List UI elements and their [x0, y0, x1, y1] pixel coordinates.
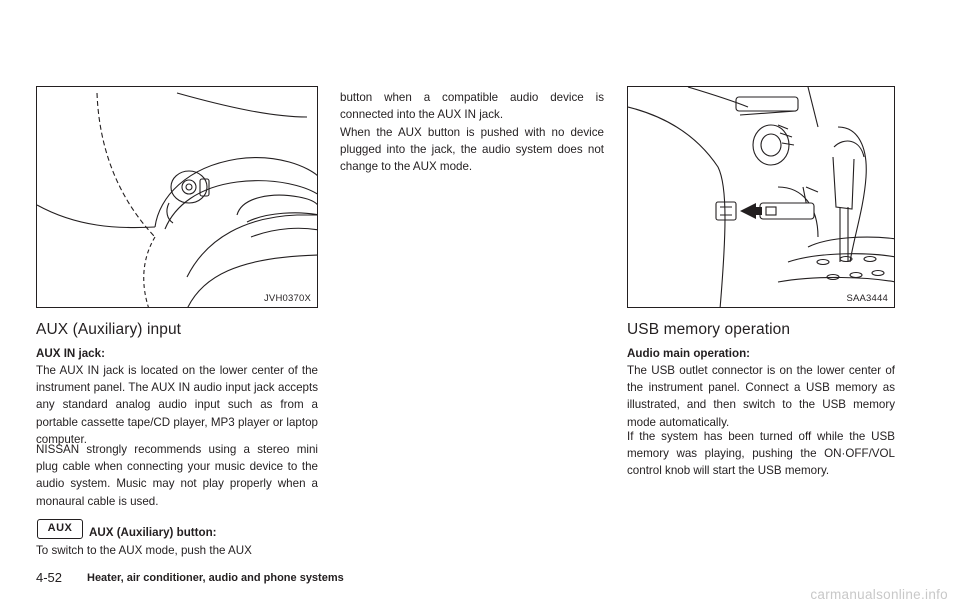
aux-section-title: AUX (Auxiliary) input: [36, 321, 182, 338]
aux-jack-figure: [36, 86, 318, 308]
usb-main-operation-subhead: Audio main operation:: [627, 347, 751, 360]
usb-memory-figure: [627, 86, 895, 308]
aux-button-subhead: AUX (Auxiliary) button:: [89, 526, 217, 539]
figure-code: SAA3444: [846, 293, 888, 304]
aux-jack-subhead: AUX IN jack:: [36, 347, 105, 360]
aux-button-icon: AUX: [37, 519, 83, 539]
chapter-title: Heater, air conditioner, audio and phone systems: [87, 572, 344, 584]
aux-no-device-paragraph: When the AUX button is pushed with no device plugged into the jack, the audio system does not change to the AUX mode.: [340, 126, 604, 174]
usb-resume-paragraph: If the system has been turned off while the USB memory was playing, pushing the ON·OFF/VOL control knob will start the USB memory.: [627, 430, 895, 478]
aux-switch-paragraph: To switch to the AUX mode, push the AUX: [36, 544, 252, 557]
aux-jack-illustration: [37, 87, 318, 308]
usb-memory-illustration: [628, 87, 895, 308]
aux-button-continued-paragraph: button when a compatible audio device is connected into the AUX IN jack.: [340, 91, 604, 122]
nissan-cable-paragraph: NISSAN strongly recommends using a stereo mini plug cable when connecting your music device to the audio system. Music may not play properly when a monaural cable is used.: [36, 443, 318, 508]
figure-code: JVH0370X: [263, 293, 311, 304]
aux-jack-paragraph: The AUX IN jack is located on the lower center of the instrument panel. The AUX IN audio input jack accepts any standard analog audio input such as from a portable cassette tape/CD player, MP3 player or laptop computer.: [36, 364, 318, 446]
usb-outlet-paragraph: The USB outlet connector is on the lower center of the instrument panel. Connect a USB memory as illustrated, and then switch to the USB memory mode automatically.: [627, 364, 895, 429]
watermark: carmanualsonline.info: [810, 587, 948, 602]
page-number: 4-52: [36, 570, 63, 585]
usb-section-title: USB memory operation: [627, 321, 791, 338]
